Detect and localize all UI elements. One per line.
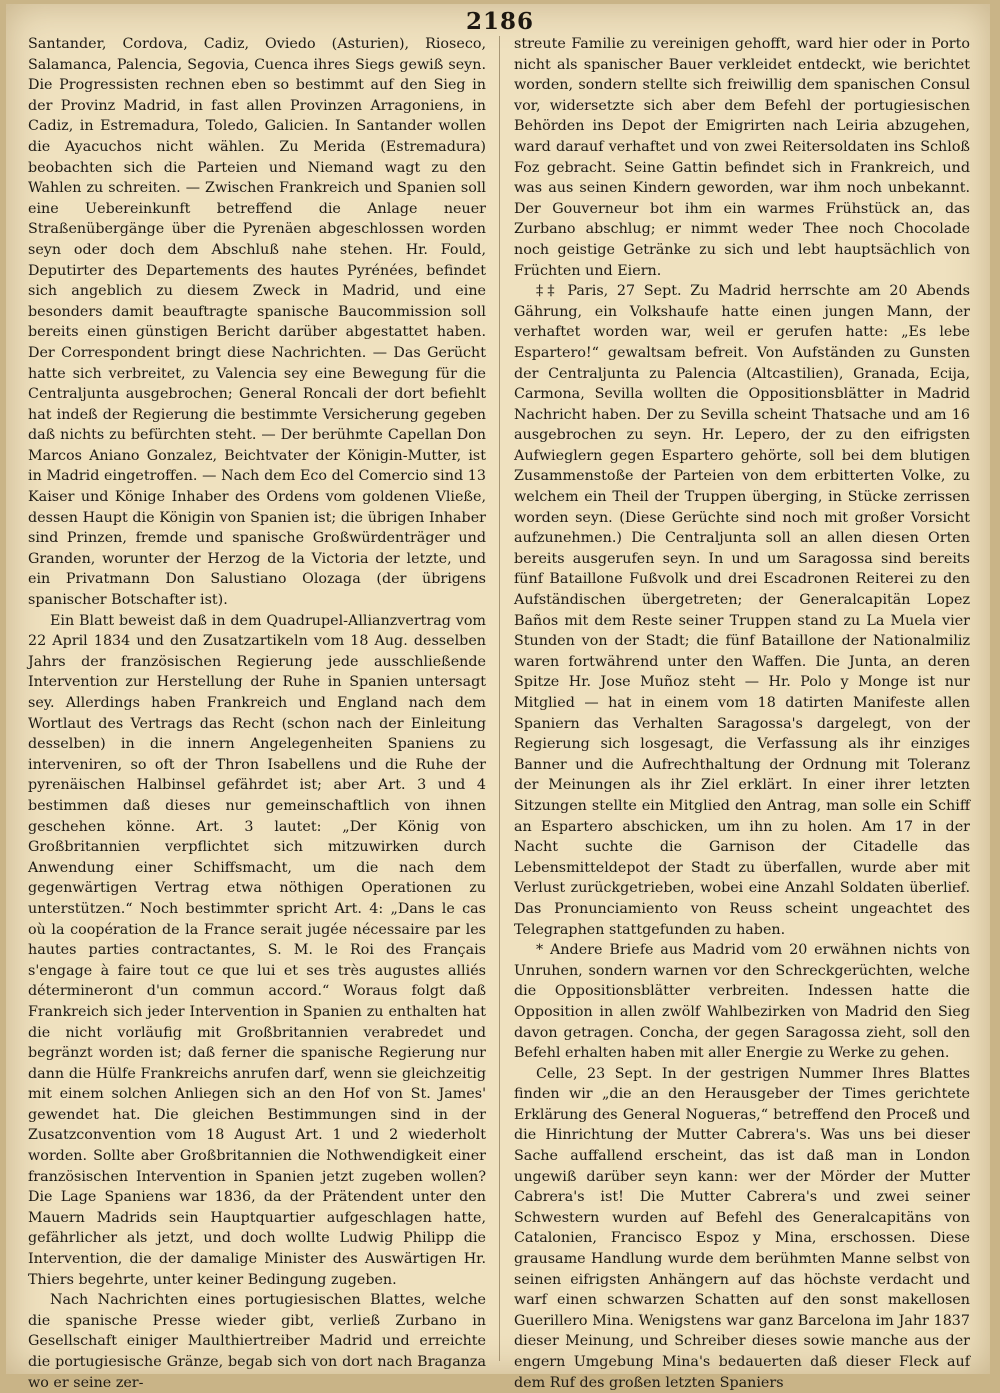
article-paragraph: ‡‡ Paris, 27 Sept. Zu Madrid herrschte am 20 Abends Gährung, ein Volkshaufe hatte einen jungen Mann, der verhaftet worden war, weil er gerufen hatte: „Es lebe Espartero!“ gewaltsam befreit. Von Aufständen zu Gunsten der Centraljunta zu Palencia (Altcastilien), Granada, Ecija, Carmona, Sevilla wollten die Oppositionsblätter in Madrid Nachricht haben. Der zu Sevilla scheint Thatsache und am 16 ausgebrochen zu seyn. Hr. Lepero, der zu den eifrigsten Aufwieglern gegen Espartero gehörte, soll bei dem blutigen Zusammenstoße der Parteien von dem erbitterten Volke, zu welchem ein Theil der Truppen überging, in Stücke zerrissen worden seyn. (Diese Gerüchte sind noch mit großer Vorsicht aufzunehmen.) Die Centraljunta soll an allen diesen Orten bereits ausgerufen seyn. In und um Saragossa sind bereits fünf Bataillone Fußvolk und drei Escadronen Reiterei zu den Aufständischen übergetreten; der Generalcapitän Lopez Baños mit dem Reste seiner Truppen stand zu La Muela vier Stunden von der Stadt; die fünf Bataillone der Nationalmiliz waren fortwährend unter den Waffen. Die Junta, an deren Spitze Hr. Jose Muñoz steht — Hr. Polo y Monge ist nur Mitglied — hat in einem vom 18 datirten Manifeste allen Spaniern das Verhalten Saragossa's dargelegt, von der Regierung sich losgesagt, die Verfassung als ihr einziges Banner und die Aufrechthaltung der Ordnung mit Toleranz der Meinungen als ihr Ziel erklärt. In einer ihrer letzten Sitzungen stellte ein Mitglied den Antrag, man solle ein Schiff an Espartero abschicken, um ihn zu holen. Am 17 in der Nacht suchte die Garnison der Citadelle das Lebensmitteldepot der Stadt zu überfallen, wurde aber mit Verlust zurückgetrieben, wobei eine Anzahl Soldaten überlief. Das Pronunciamiento von Reuss scheint ungeachtet des Telegraphen stattgefunden zu haben. — [514, 283, 970, 938]
article-paragraph: Ein Blatt beweist daß in dem Quadrupel-Allianzvertrag vom 22 April 1834 und den Zusatzartikeln vom 18 Aug. desselben Jahrs der französischen Regierung jede ausschließende Intervention zur Herstellung der Ruhe in Spanien untersagt sey. Allerdings haben Frankreich und England nach dem Wortlaut des Vertrags das Recht (schon nach der Einleitung desselben) in die innern Angelegenheiten Spaniens zu interveniren, so oft der Thron Isabellens und die Ruhe der pyrenäischen Halbinsel gefährdet ist; aber Art. 3 und 4 bestimmen daß dieses nur gemeinschaftlich von ihnen geschehen könne. Art. 3 lautet: „Der König von Großbritannien verpflichtet sich mitzuwirken durch Anwendung einer Schiffsmacht, um die nach dem gegenwärtigen Vertrag etwa nöthigen Operationen zu unterstützen.“ Noch bestimmter spricht Art. 4: „Dans le cas où la coopération de la France serait jugée nécessaire par les hautes parties contractantes, S. M. le Roi des Français s'engage à faire tout ce que lui et ses très augustes alliés détermineront d'un commun accord.“ Woraus folgt daß Frankreich sich jeder Intervention in Spanien zu enthalten hat die nicht vorläufig mit Großbritannien verabredet und begränzt worden ist; daß ferner die spanische Regierung nur dann die Hülfe Frankreichs anrufen darf, wenn sie gleichzeitig mit einem solchen Anliegen sich an den Hof von St. James' gewendet hat. Die gleichen Bestimmungen sind in der Zusatzconvention vom 18 August Art. 1 und 2 wiederholt worden. Sollte aber Großbritannien die Nothwendigkeit einer französischen Intervention in Spanien jetzt zugeben wollen? Die Lage Spaniens war 1836, da der Prätendent unter den Mauern Madrids sein Hauptquartier aufgeschlagen hatte, gefährlicher als jetzt, und doch wollte Ludwig Philipp die Intervention, die der damalige Minister des Auswärtigen Hr. Thiers begehrte, unter keiner Bedingung zugeben. — [28, 612, 486, 1288]
article-paragraph: Celle, 23 Sept. In der gestrigen Nummer Ihres Blattes finden wir „die an den Herausgeber der Times gerichtete Erklärung des General Nogueras,“ betreffend den Proceß und die Hinrichtung der Mutter Cabrera's. Was uns bei dieser Sache auffallend erscheint, das ist daß man in London ungewiß darüber seyn kann: wer der Mörder der Mutter Cabrera's ist! Die Mutter Cabrera's und zwei seiner Schwestern wurden auf Befehl des Generalcapitäns von Catalonien, Francisco Espoz y Mina, erschossen. Diese grausame Handlung wurde dem berühmten Manne selbst von seinen eifrigsten Anhängern auf das höchste verdacht und warf einen schwarzen Schatten auf den sonst makellosen Guerillero Mina. Wenigstens war ganz Barcelona im Jahr 1837 dieser Meinung, und Schreiber dieses sowie manche aus der engern Umgebung Mina's bedauerten daß dieser Fleck auf dem Ruf des großen letzten Spaniers — [514, 1065, 970, 1391]
article-paragraph: Nach Nachrichten eines portugiesischen Blattes, welche die spanische Presse wieder gibt, verließ Zurbano in Gesellschaft einiger Maulthiertreiber Madrid und erreichte die portugiesische Gränze, begab sich von dort nach Braganza wo er seine zer- — [28, 1292, 486, 1391]
article-paragraph: Santander, Cordova, Cadiz, Oviedo (Asturien), Rioseco, Salamanca, Palencia, Segovia, Cuenca ihres Siegs gewiß seyn. Die Progressisten rechnen eben so bestimmt auf den Sieg in der Provinz Madrid, in fast allen Provinzen Arragoniens, in Cadiz, in Estremadura, Toledo, Galicien. In Santander wollen die Ayacuchos nicht wählen. Zu Merida (Estremadura) beobachten sich die Parteien und Niemand wagt zu den Wahlen zu schreiten. — Zwischen Frankreich und Spanien soll eine Uebereinkunft betreffend die Anlage neuer Straßenübergänge über die Pyrenäen abgeschlossen worden seyn oder doch dem Abschluß nahe stehen. Hr. Fould, Deputirter des Departements des hautes Pyrénées, befindet sich angeblich zu diesem Zweck in Madrid, und eine besonders damit beauftragte spanische Baucommission soll bereits einen günstigen Bericht darüber abgestattet haben. Der Correspondent bringt diese Nachrichten. — Das Gerücht hatte sich verbreitet, zu Valencia sey eine Bewegung für die Centraljunta ausgebrochen; General Roncali der dort befiehlt hat indeß der Regierung die bestimmte Versicherung gegeben daß nichts zu befürchten steht. — Der berühmte Capellan Don Marcos Aniano Gonzalez, Beichtvater der Königin-Mutter, ist in Madrid eingetroffen. — Nach dem Eco del Comercio sind 13 Kaiser und Könige Inhaber des Ordens vom goldenen Vließe, dessen Haupt die Königin von Spanien ist; die übrigen Inhaber sind Prinzen, fremde und spanische Großwürdenträger und Granden, worunter der Herzog de la Victoria der letzte, und ein Privatmann Don Salustiano Olozaga (der übrigens spanischer Botschafter ist). — [28, 36, 486, 609]
page-number: 2186 — [465, 8, 534, 35]
column-divider — [499, 36, 500, 1361]
article-paragraph: * Andere Briefe aus Madrid vom 20 erwähnen nichts von Unruhen, sondern warnen vor den Schreckgerüchten, welche die Oppositionsblätter verbreiten. Indessen hatte die Opposition in allen zwölf Wahlbezirken von Madrid den Sieg davon getragen. Concha, der gegen Saragossa zieht, soll den Befehl erhalten haben mit aller Energie zu Werke zu gehen. — [514, 942, 970, 1062]
left-column — [28, 34, 486, 1391]
article-paragraph: streute Familie zu vereinigen gehofft, ward hier oder in Porto nicht als spanischer Bauer verkleidet entdeckt, wie berichtet worden, sondern stellte sich freiwillig dem spanischen Consul vor, widersetzte sich aber dem Befehl der portugiesischen Behörden ins Depot der Emigrirten nach Leiria abzugehen, ward darauf verhaftet und von zwei Reitersoldaten ins Schloß Foz gebracht. Seine Gattin befindet sich in Frankreich, und was aus seinen Kindern geworden, war ihm noch unbekannt. Der Gouverneur bot ihm ein warmes Frühstück an, das Zurbano abschlug; er nimmt weder Thee noch Chocolade noch geistige Getränke zu sich und lebt hauptsächlich von Früchten und Eiern. — [514, 36, 970, 279]
right-column — [514, 34, 970, 1391]
